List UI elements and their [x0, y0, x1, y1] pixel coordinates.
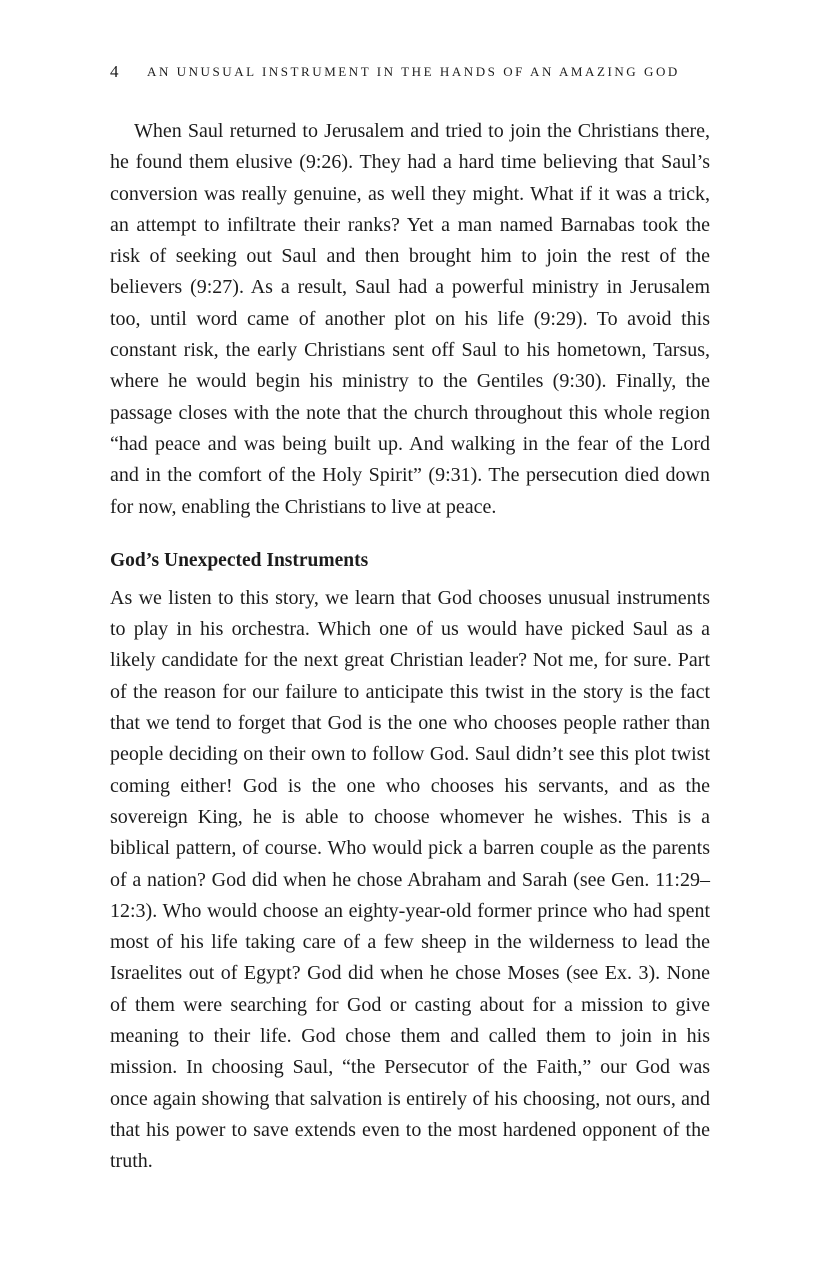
- running-head-title: AN UNUSUAL INSTRUMENT IN THE HANDS OF AN AMAZING GOD: [147, 64, 680, 79]
- paragraph: When Saul returned to Jerusalem and tried to join the Christians there, he found them elusive (9:26). They had a hard time believing that Saul’s conversion was really genuine, as well they might. What if it was a trick, an attempt to infiltrate their ranks? Yet a man named Barnabas took the risk of seeking out Saul and then brought him to join the rest of the believers (9:27). As a result, Saul had a powerful ministry in Jerusalem too, until word came of another plot on his life (9:29). To avoid this constant risk, the early Christians sent off Saul to his hometown, Tarsus, where he would begin his ministry to the Gentiles (9:30). Finally, the passage closes with the note that the church throughout this whole region “had peace and was being built up. And walking in the fear of the Lord and in the comfort of the Holy Spirit” (9:31). The persecution died down for now, enabling the Christians to live at peace.: [110, 120, 710, 518]
- running-head: [110, 62, 710, 82]
- body-text: [110, 116, 710, 1178]
- section-heading: God’s Unexpected Instruments: [110, 549, 369, 571]
- paragraph: As we listen to this story, we learn that God chooses unusual instruments to play in his orchestra. Which one of us would have picked Saul as a likely candidate for the next great Christian leader? Not me, for sure. Part of the reason for our failure to anticipate this twist in the story is the fact that we tend to forget that God is the one who chooses people rather than people deciding on their own to follow God. Saul didn’t see this plot twist coming either! God is the one who chooses his servants, and as the sovereign King, he is able to choose whomever he wishes. This is a biblical pattern, of course. Who would pick a barren couple as the parents of a nation? God did when he chose Abraham and Sarah (see Gen. 11:29–12:3). Who would choose an eighty-year-old former prince who had spent most of his life taking care of a few sheep in the wilderness to lead the Israelites out of Egypt? God did when he chose Moses (see Ex. 3). None of them were searching for God or casting about for a mission to give meaning to their life. God chose them and called them to join in his mission. In choosing Saul, “the Persecutor of the Faith,” our God was once again showing that salvation is entirely of his choosing, not ours, and that his power to save extends even to the most hardened opponent of the truth.: [110, 586, 710, 1173]
- page-number: 4: [110, 62, 119, 81]
